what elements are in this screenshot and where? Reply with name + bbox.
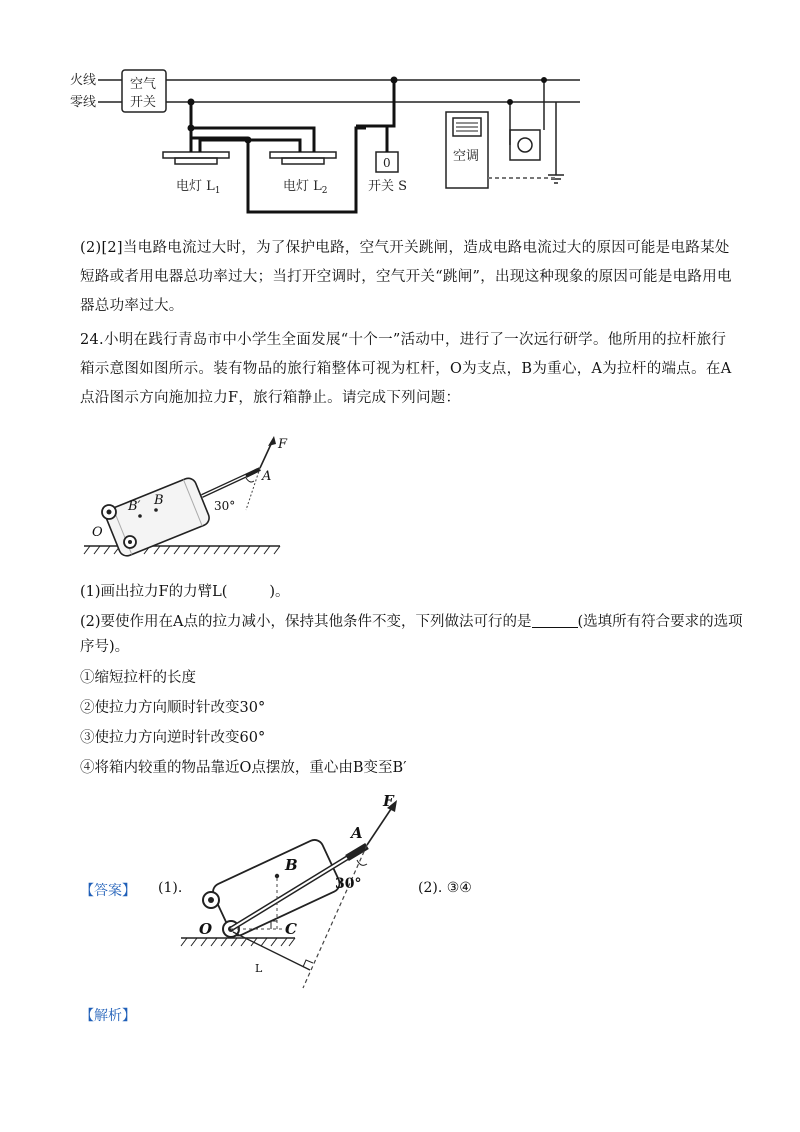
option-3: ③使拉力方向逆时针改变60° [80, 730, 266, 746]
suitcase-figure [80, 430, 320, 560]
ac-label: 空调 [453, 149, 480, 164]
fig2-angle: 30° [335, 876, 362, 892]
fig1-point-b: B [154, 493, 164, 508]
question-24-part2-cont: 序号)。 [80, 639, 130, 655]
question-24-part1: (1)画出拉力F的力臂L( )。 [80, 584, 290, 600]
option-4: ④将箱内较重的物品靠近O点摆放，重心由B变至B′ [80, 760, 407, 776]
fig1-point-b-prime: B′ [128, 499, 141, 514]
neutral-wire-label: 零线 [70, 95, 97, 110]
fig2-lever-arm-label: L [255, 962, 263, 975]
fig2-point-a: A [351, 824, 363, 842]
answer-paragraph-q2: (2)[2]当电路电流过大时，为了保护电路，空气开关跳闸，造成电路电流过大的原因可能是电路某处短路或者用电器总功率过大；当打开空调时，空气开关“跳闸”，出现这种现象的原因可能是电路用电器总功率过大。 [80, 240, 732, 314]
live-wire-label: 火线 [70, 73, 97, 88]
circuit-diagram [70, 60, 590, 220]
switch-label: 开关 S [368, 179, 408, 194]
fig1-point-a: A [262, 469, 272, 484]
answer-part2: (2). ③④ [418, 880, 472, 896]
lamp1-label: 电灯 $L_1$ [176, 179, 221, 196]
analysis-tag: 【解析】 [80, 1008, 136, 1024]
fig1-point-o: O [92, 525, 103, 540]
answer-part1-label: (1). [158, 880, 183, 896]
air-switch-label-2: 开关 [130, 95, 157, 110]
option-2: ②使拉力方向顺时针改变30° [80, 700, 266, 716]
question-24-intro: 24.小明在践行青岛市中小学生全面发展“十个一”活动中，进行了一次远行研学。他所用的拉杆旅行箱示意图如图所示。装有物品的旅行箱整体可视为杠杆，O为支点，B为重心，A为拉杆的端点。在A点沿图示方向施加拉力F，旅行箱静止。请完成下列问题： [80, 332, 732, 406]
answer-blank [532, 613, 578, 628]
fig1-angle: 30° [214, 499, 236, 513]
answer-tag: 【答案】 [80, 883, 136, 899]
switch-symbol: 0 [383, 156, 391, 170]
answer-figure [175, 790, 415, 995]
air-switch-label-1: 空气 [130, 77, 157, 92]
fig2-point-o: O [199, 920, 213, 938]
question-24-part2: (2)要使作用在A点的拉力减小，保持其他条件不变，下列做法可行的是 (选填所有符合要求的选项 [80, 614, 743, 630]
fig2-point-b: B [285, 856, 298, 874]
fig1-force-label: F [278, 437, 288, 452]
option-1: ①缩短拉杆的长度 [80, 670, 196, 686]
lamp2-label: 电灯 $L_2$ [283, 179, 328, 196]
fig2-point-c: C [285, 920, 297, 938]
fig2-force-label: F [383, 792, 394, 810]
